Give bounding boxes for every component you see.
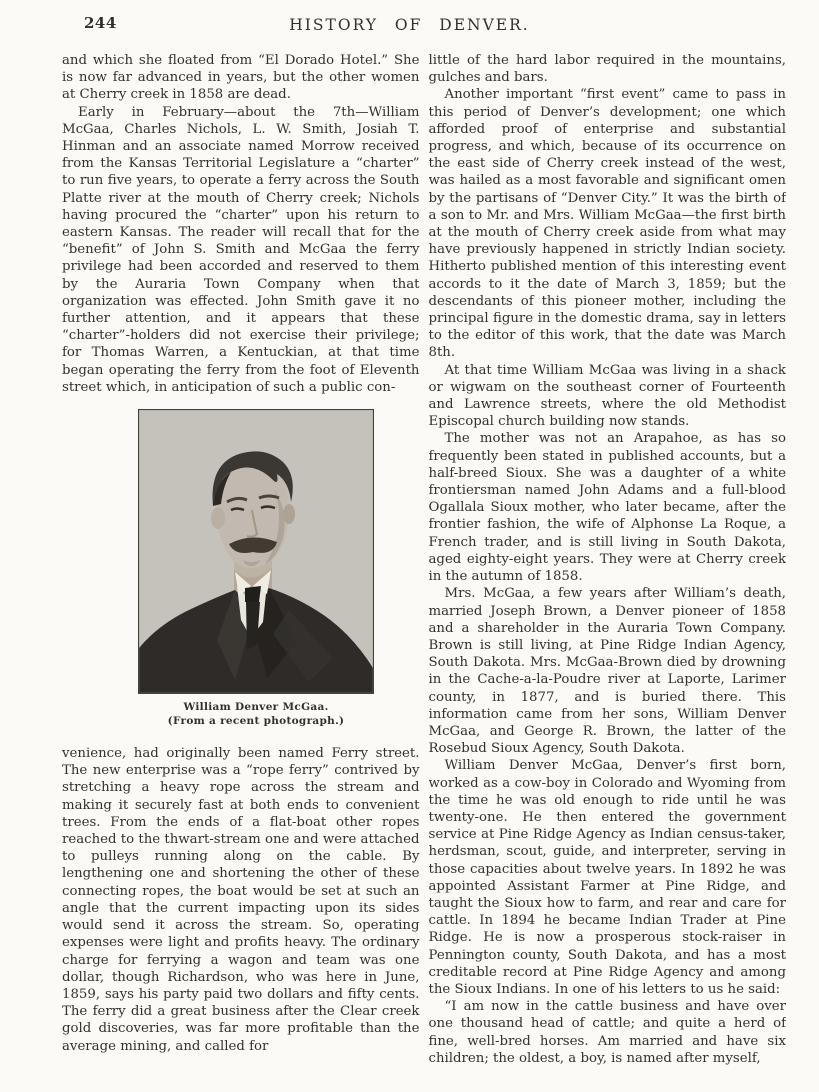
- paragraph: “I am now in the cattle business and have over one thousand head of cattle; and quite a herd of fine, well-bred horses. Am married and have six children; the oldest, a boy, is named after myself,: [428, 999, 786, 1066]
- portrait-photo-illustration: [139, 410, 373, 693]
- left-column: [62, 52, 420, 1076]
- portrait-photo: [138, 409, 374, 694]
- paragraph: Early in February—about the 7th—William McGaa, Charles Nichols, L. W. Smith, Josiah T. Hinman and an associate named Morrow received from the Kansas Territorial Legislature a “charter” to run five years, to operate a ferry across the South Platte river at the mouth of Cherry creek; Nichols having procured the “charter” upon his return to eastern Kansas. The reader will recall that for the “benefit” of John S. Smith and McGaa the ferry privilege had been accorded and reserved to them by the Auraria Town Company when that organization was effected. John Smith gave it no further attention, and it appears that these “charter”-holders did not exercise their privilege; for Thomas Warren, a Kentuckian, at that time began operating the ferry from the foot of Eleventh street which, in anticipation of such a public con-: [62, 104, 420, 395]
- portrait-figure: [138, 409, 374, 728]
- paragraph: and which she floated from “El Dorado Hotel.” She is now far advanced in years, but the other women at Cherry creek in 1858 are dead.: [62, 53, 420, 103]
- photo-caption-source: (From a recent photograph.): [167, 714, 345, 727]
- text-columns: [0, 38, 819, 1076]
- paragraph: venience, had originally been named Ferry street. The new enterprise was a “rope ferry” contrived by stretching a heavy rope across the stream and making it securely fast at both ends to convenient trees. From the ends of a flat-boat other ropes reached to the thwart-stream one and were attached to pulleys running along on the cable. By lengthening one and shortening the other of these connecting ropes, the boat would be set at such an angle that the current impacting upon its sides would send it across the stream. So, operating expenses were light and profits heavy. The ordinary charge for ferrying a wagon and team was one dollar, though Richardson, who was here in June, 1859, says his party paid two dollars and fifty cents. The ferry did a great business after the Clear creek gold discoveries, was far more profitable than the average mining, and called for: [62, 746, 420, 1054]
- running-header: [0, 0, 819, 38]
- paragraph: little of the hard labor required in the mountains, gulches and bars.: [428, 53, 786, 86]
- photo-caption-name: William Denver McGaa.: [183, 701, 329, 714]
- paragraph: Another important “first event” came to pass in this period of Denver’s development; one which afforded proof of enterprise and substantial progress, and which, because of its occurrence on the east side of Cherry creek instead of the west, was hailed as a most favorable and significant omen by the partisans of “Denver City.” It was the birth of a son to Mr. and Mrs. William McGaa—the first birth at the mouth of Cherry creek aside from what may have previously happened in strictly Indian society. Hitherto published mention of this interesting event accords to it the date of March 3, 1859; but the descendants of this pioneer mother, including the principal figure in the domestic drama, say in letters to the editor of this work, that the date was March 8th.: [428, 87, 786, 361]
- right-column: [429, 52, 787, 1076]
- page-number: 244: [84, 14, 117, 32]
- paragraph: Mrs. McGaa, a few years after William’s death, married Joseph Brown, a Denver pioneer of 1858 and a shareholder in the Auraria Town Company. Brown is still living, at Pine Ridge Indian Agency, South Dakota. Mrs. McGaa-Brown died by drowning in the Cache-a-la-Poudre river at Laporte, Larimer county, in 1877, and is buried there. This information came from her sons, William Denver McGaa, and George R. Brown, the latter of the Rosebud Sioux Agency, South Dakota.: [428, 586, 786, 757]
- paragraph: At that time William McGaa was living in a shack or wigwam on the southeast corner of Fourteenth and Lawrence streets, where the old Methodist Episcopal church building now stands.: [428, 362, 786, 430]
- paragraph: The mother was not an Arapahoe, as has so frequently been stated in published accounts, but a half-breed Sioux. She was a daughter of a white frontiersman named John Adams and a full-blood Ogallala Sioux mother, who later became, after the frontier fashion, the wife of Alphonse La Roque, a French trader, and is still living in South Dakota, aged eighty-eight years. They were at Cherry creek in the autumn of 1858.: [428, 431, 786, 585]
- paragraph: William Denver McGaa, Denver’s first born, worked as a cow-boy in Colorado and Wyoming from the time he was old enough to ride until he was twenty-one. He then entered the government service at Pine Ridge Agency as Indian census-taker, herdsman, scout, guide, and interpreter, serving in those capacities about twelve years. In 1892 he was appointed Assistant Farmer at Pine Ridge, and taught the Sioux how to farm, and rear and care for cattle. In 1894 he became Indian Trader at Pine Ridge. He is now a prosperous stock-raiser in Pennington county, South Dakota, and has a most creditable record at Pine Ridge Agency and among the Sioux Indians. In one of his letters to us he said:: [428, 758, 786, 997]
- photo-caption: [138, 701, 374, 728]
- page-title: HISTORY OF DENVER.: [289, 16, 530, 34]
